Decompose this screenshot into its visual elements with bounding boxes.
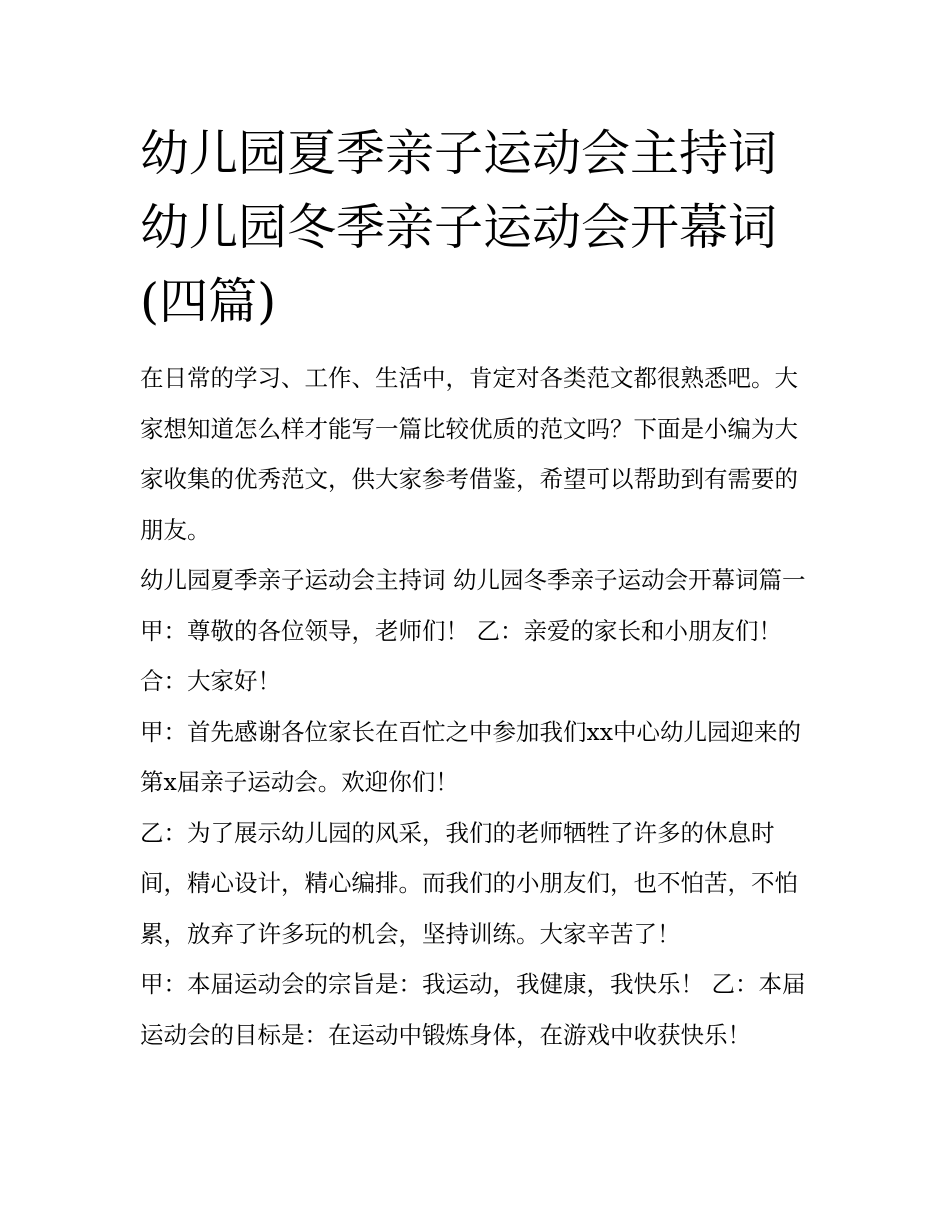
intro-paragraph: 在日常的学习、工作、生活中，肯定对各类范文都很熟悉吧。大家想知道怎么样才能写一篇比较优质的范文吗？下面是小编为大家收集的优秀范文，供大家参考借鉴，希望可以帮助到有需要的朋友。 bbox=[140, 364, 798, 544]
document-page bbox=[140, 0, 820, 1060]
document-title bbox=[140, 0, 820, 339]
title-line-1: 幼儿园夏季亲子运动会主持词 bbox=[140, 125, 778, 182]
speech-paragraph-1: 甲：首先感谢各位家长在百忙之中参加我们xx中心幼儿园迎来的第x届亲子运动会。欢迎你们！ bbox=[140, 717, 802, 796]
title-line-2: 幼儿园冬季亲子运动会开幕词 bbox=[140, 199, 778, 256]
speech-paragraph-2: 乙：为了展示幼儿园的风采，我们的老师牺牲了许多的休息时间，精心设计，精心编排。而我们的小朋友们，也不怕苦，不怕累，放弃了许多玩的机会，坚持训练。大家辛苦了！ bbox=[140, 818, 798, 948]
title-line-3: (四篇) bbox=[140, 273, 277, 330]
speech-paragraph-3: 甲：本届运动会的宗旨是：我运动，我健康，我快乐！ 乙：本届运动会的目标是：在运动中锻炼身体，在游戏中收获快乐！ bbox=[140, 970, 806, 1049]
section-opening-paragraph: 幼儿园夏季亲子运动会主持词 幼儿园冬季亲子运动会开幕词篇一 甲：尊敬的各位领导，老师们！ 乙：亲爱的家长和小朋友们！ 合：大家好！ bbox=[140, 566, 806, 695]
document-body bbox=[140, 353, 820, 1060]
